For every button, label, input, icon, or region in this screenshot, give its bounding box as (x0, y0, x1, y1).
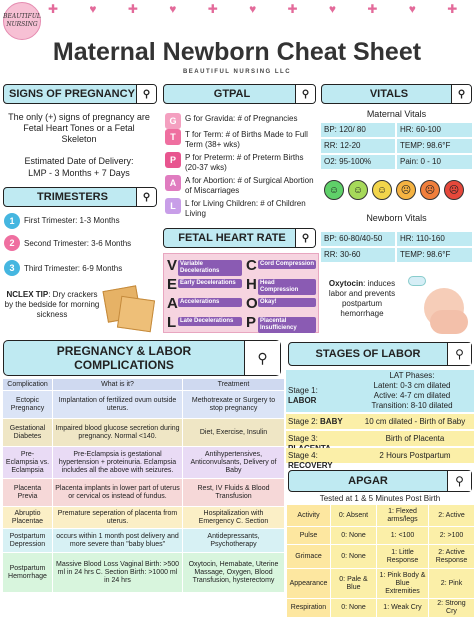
lat-latent: Latent: 0-3 cm dilated (373, 381, 451, 390)
apgar-cell: 1: Weak Cry (377, 599, 429, 618)
edd-formula: LMP - 3 Months + 7 Days (28, 168, 130, 178)
signs-header-label: SIGNS OF PREGNANCY (9, 88, 135, 100)
apgar-cell: Activity (287, 505, 331, 527)
fhr-left-letter: V (167, 257, 178, 274)
trimester-3-text: Third Trimester: 6-9 Months (24, 264, 123, 273)
apgar-cell: 2: Strong Cry (429, 599, 474, 618)
maternal-vitals-title: Maternal Vitals (366, 109, 427, 119)
apgar-cell: Respiration (287, 599, 331, 618)
table-cell: Ectopic Pregnancy (3, 391, 53, 419)
labor-header (288, 342, 472, 366)
logo-line2: NURSING (6, 21, 38, 28)
fhr-right-label: Placental Insufficiency (258, 317, 316, 333)
fhr-left-label: Accelerations (178, 298, 242, 307)
table-cell: Diet, Exercise, Insulin (183, 419, 285, 447)
search-icon: ⚲ (136, 188, 156, 206)
gtpal-header (163, 84, 316, 104)
fhr-left-label: Late Decelerations (178, 317, 242, 326)
apgar-cell: 1: Pink Body & Blue Extremities (377, 569, 429, 599)
apgar-row (287, 569, 474, 599)
apgar-cell: 0: None (331, 545, 377, 569)
trimester-2-badge: 2 (4, 235, 20, 251)
column-header: What is it? (53, 379, 183, 391)
lat-title: LAT Phases: (389, 371, 435, 380)
pain-face-2-icon: ☺ (372, 180, 392, 200)
stage-1-prefix: Stage 1: (288, 386, 318, 395)
table-row (3, 479, 285, 507)
apgar-header (288, 470, 472, 492)
fhr-left-letter: E (167, 276, 178, 293)
stage-label (288, 417, 354, 427)
apgar-cell: 2: >100 (429, 527, 474, 545)
nclex-tip-label: NCLEX TIP (6, 290, 49, 299)
signs-text: The only (+) signs of pregnancy are Fetal Heart Tones or a Fetal Skeleton (8, 112, 150, 144)
table-row (3, 391, 285, 419)
gtpal-item-text: T for Term: # of Births Made to Full Term (38+ wks) (185, 130, 308, 149)
lat-phases (350, 371, 474, 411)
medical-icons-row: ✚ ♥ ✚ ♥ ✚ ♥ ✚ ♥ ✚ ♥ ✚ (48, 2, 472, 16)
apgar-row (287, 527, 474, 545)
stage-desc: 2 Hours Postpartum (379, 451, 451, 460)
gtpal-letter-badge: T (165, 129, 181, 145)
table-cell: occurs within 1 month post delivery and more severe than "baby blues" (53, 529, 183, 553)
table-cell: Postpartum Hemorrhage (3, 553, 53, 593)
logo-line1: BEAUTIFUL (3, 13, 41, 20)
apgar-subtitle: Tested at 1 & 5 Minutes Post Birth (319, 494, 441, 503)
table-cell: Placenta Previa (3, 479, 53, 507)
apgar-cell: 0: Absent (331, 505, 377, 527)
search-icon: ⚲ (451, 85, 471, 103)
newborn-image (404, 268, 472, 340)
vital-value: HR: 60-100 (397, 123, 472, 137)
vital-value: O2: 95-100% (321, 155, 395, 169)
table-cell: Pre-Eclampsia is gestational hypertension + proteinuria. Eclampsia includes all the above with seizures. (53, 447, 183, 479)
complications-table (2, 378, 285, 593)
stage-name: RECOVERY (288, 461, 333, 470)
table-cell: Placenta implants in lower part of uterus or cervical os instead of fundus. (53, 479, 183, 507)
table-cell: Oxytocin, Hemabate, Uterine Massage, Oxygen, Blood Transfusion, hysterectomy (183, 553, 285, 593)
newborn-vitals-title: Newborn Vitals (366, 213, 427, 223)
fhr-right-letter: C (246, 257, 257, 274)
complications-header-label: PREGNANCY & LABOR COMPLICATIONS (56, 344, 192, 372)
vital-value: RR: 30-60 (321, 248, 395, 262)
table-row (3, 447, 285, 479)
table-row (3, 419, 285, 447)
apgar-row (287, 599, 474, 618)
search-icon: ⚲ (295, 85, 315, 103)
apgar-cell: 0: None (331, 527, 377, 545)
fhr-right-letter: H (246, 276, 257, 293)
stage-desc: 10 cm dilated - Birth of Baby (364, 417, 466, 426)
search-icon: ⚲ (295, 229, 315, 247)
stage-prefix: Stage 2: (288, 417, 321, 426)
fhr-left-label: Early Decelerations (178, 279, 242, 288)
table-cell: Gestational Diabetes (3, 419, 53, 447)
vital-value: BP: 60-80/40-50 (321, 232, 395, 246)
trimester-3-badge: 3 (4, 260, 20, 276)
apgar-cell: 1: Little Response (377, 545, 429, 569)
column-header: Complication (3, 379, 53, 391)
fhr-right-label: Okay! (258, 298, 316, 307)
search-icon: ⚲ (447, 471, 471, 491)
apgar-cell: 2: Active (429, 505, 474, 527)
apgar-cell: 1: Flexed arms/legs (377, 505, 429, 527)
apgar-row (287, 545, 474, 569)
trimester-1-text: First Trimester: 1-3 Months (24, 216, 120, 225)
gtpal-item-text: A for Abortion: # of Surgical Abortion of Miscarriages (185, 176, 314, 195)
table-cell: Methotrexate or Surgery to stop pregnancy (183, 391, 285, 419)
table-cell: Antihypertensives, Anticonvulsants, Delivery of Baby (183, 447, 285, 479)
table-cell: Implantation of fertilized ovum outside uterus. (53, 391, 183, 419)
page-title: Maternal Newborn Cheat Sheet (52, 38, 422, 66)
fhr-right-label: Head Compression (258, 279, 316, 295)
fhr-header (163, 228, 316, 248)
vital-value: TEMP: 98.6°F (397, 139, 472, 153)
gtpal-item-text: P for Preterm: # of Preterm Births (20-37 wks) (185, 153, 304, 172)
search-icon: ⚲ (447, 343, 471, 365)
apgar-cell: 0: None (331, 599, 377, 618)
trimester-2-text: Second Trimester: 3-6 Months (24, 239, 132, 248)
lat-transition: Transition: 8-10 dilated (371, 401, 453, 410)
vital-value: HR: 110-160 (397, 232, 472, 246)
apgar-row (287, 505, 474, 527)
nclex-tip (3, 290, 101, 320)
stage-1-label (288, 386, 348, 406)
stage-1-name: LABOR (288, 396, 317, 405)
gtpal-letter-badge: P (165, 152, 181, 168)
stage-label (288, 451, 354, 471)
fhr-right-label: Cord Compression (260, 261, 315, 267)
search-icon: ⚲ (244, 341, 280, 375)
gtpal-header-label: GTPAL (213, 88, 251, 100)
table-row (3, 507, 285, 529)
table-cell: Pre-Eclampsia vs. Eclampsia (3, 447, 53, 479)
pain-face-3-icon: ☹ (396, 180, 416, 200)
search-icon: ⚲ (136, 85, 156, 103)
stage-prefix: Stage 3: (288, 434, 318, 443)
table-cell: Antidepressants, Psychotherapy (183, 529, 285, 553)
trimesters-header (3, 187, 157, 207)
gtpal-letter-badge: L (165, 198, 181, 214)
vital-value: TEMP: 98.6°F (397, 248, 472, 262)
vitals-header (321, 84, 472, 104)
pain-face-0-icon: ☺ (324, 180, 344, 200)
labor-table (286, 370, 474, 470)
oxytocin-note (323, 279, 401, 319)
labor-header-label: STAGES OF LABOR (315, 348, 421, 360)
fhr-left-label: Variable Decelerations (178, 260, 242, 276)
fhr-grid (163, 253, 319, 333)
pain-face-4-icon: ☹ (420, 180, 440, 200)
apgar-cell: 2: Pink (429, 569, 474, 599)
pain-face-1-icon: ☺ (348, 180, 368, 200)
table-cell: Premature seperation of placenta from uterus. (53, 507, 183, 529)
apgar-cell: Appearance (287, 569, 331, 599)
apgar-cell: 1: <100 (377, 527, 429, 545)
pain-face-5-icon: ☹ (444, 180, 464, 200)
apgar-cell: 0: Pale & Blue (331, 569, 377, 599)
fhr-left-letter: L (167, 314, 177, 331)
table-cell: Massive Blood Loss Vaginal Birth: >500 ml in 24 hrs C. Section Birth: >1000 ml in 24 hrs (53, 553, 183, 593)
complications-header-row (3, 379, 285, 391)
trimester-1-badge: 1 (4, 213, 20, 229)
table-cell: Postpartum Depression (3, 529, 53, 553)
apgar-cell: Grimace (287, 545, 331, 569)
fhr-right-letter: P (246, 314, 257, 331)
stage-name: BABY (320, 417, 343, 426)
vital-value: RR: 12-20 (321, 139, 395, 153)
vital-value: Pain: 0 - 10 (397, 155, 472, 169)
lat-active: Active: 4-7 cm dilated (373, 391, 451, 400)
fhr-left-letter: A (167, 295, 178, 312)
table-row (3, 529, 285, 553)
apgar-cell: Pulse (287, 527, 331, 545)
vital-value: BP: 120/ 80 (321, 123, 395, 137)
vitals-header-label: VITALS (369, 88, 409, 100)
stage-prefix: Stage 4: (288, 451, 318, 460)
fhr-header-label: FETAL HEART RATE (178, 232, 286, 244)
oxytocin-label: Oxytocin (328, 279, 364, 288)
table-cell: Impaired blood glucose secretion during pregnancy. Normal <140. (53, 419, 183, 447)
stage-desc: Birth of Placenta (385, 434, 445, 443)
gtpal-letter-badge: G (165, 113, 181, 129)
fhr-right-letter: O (246, 295, 258, 312)
complications-header (3, 340, 281, 376)
gtpal-item-text: G for Gravida: # of Pregnancies (185, 114, 298, 123)
table-cell: Abruptio Placentae (3, 507, 53, 529)
oxytocin-text: : induces labor and prevents postpartum hemorrhage (328, 279, 396, 318)
page-subtitle: BEAUTIFUL NURSING LLC (182, 69, 292, 75)
signs-header (3, 84, 157, 104)
logo (3, 2, 41, 40)
gtpal-letter-badge: A (165, 175, 181, 191)
apgar-table (286, 504, 474, 618)
crackers-image (103, 284, 157, 334)
nclex-tip-text: : Dry crackers by the bedside for morning sickness (4, 290, 100, 319)
apgar-header-label: APGAR (348, 475, 388, 487)
column-header: Treatment (183, 379, 285, 391)
apgar-cell: 2: Active Response (429, 545, 474, 569)
table-row (3, 553, 285, 593)
table-cell: Rest, IV Fluids & Blood Transfusion (183, 479, 285, 507)
edd-title: Estimated Date of Delivery: (24, 156, 134, 166)
gtpal-item-text: L for Living Children: # of Children Living (185, 199, 306, 218)
trimesters-header-label: TRIMESTERS (37, 191, 108, 203)
table-cell: Hospitalization with Emergency C. Section (183, 507, 285, 529)
